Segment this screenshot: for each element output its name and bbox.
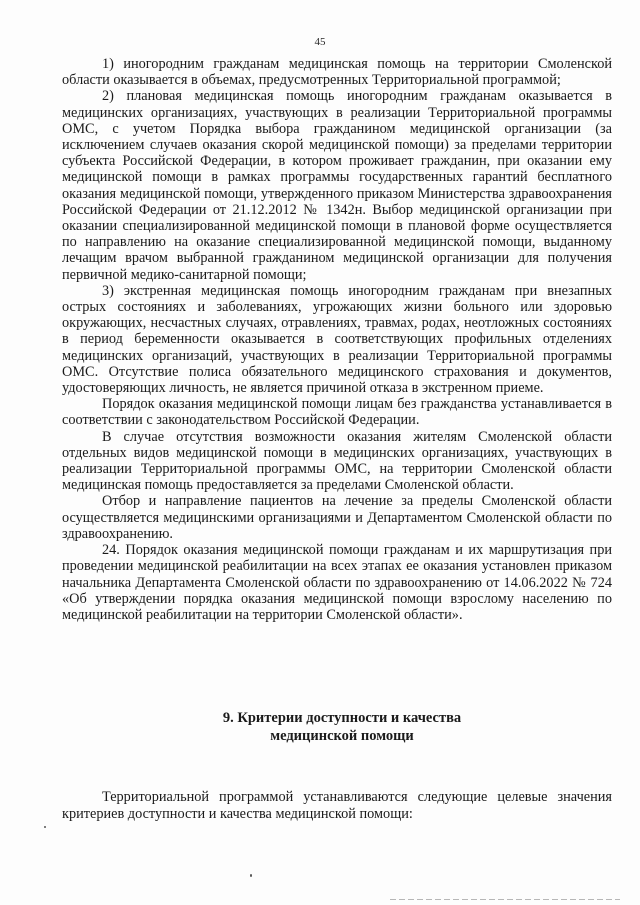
section-heading: [62, 709, 622, 745]
paragraph-item-1: 1) иногородним гражданам медицинская помощь на территории Смоленской области оказывается в объемах, предусмотренных Территориальной программой;: [62, 56, 612, 89]
paragraph-outside-region: В случае отсутствия возможности оказания жителям Смоленской области отдельных видов медицинской помощи в медицинских организациях, участвующих в реализации Территориальной программы ОМС, на территории Смоленской области медицинская помощь предоставляется за пределами Смоленской области.: [62, 428, 612, 494]
closing-text: [62, 789, 612, 823]
section-heading-line-2: медицинской помощи: [270, 728, 414, 744]
section-heading-line-1: 9. Критерии доступности и качества: [222, 710, 462, 726]
paragraph-item-3: 3) экстренная медицинская помощь иногородним гражданам при внезапных острых состояниях и заболеваниях, угрожающих жизни больного или здоровью окружающих, несчастных случаях, отравлениях, травмах, родах, неотложных состояниях в период беременности оказывается в соответствующих профильных отделениях медицинских организаций, участвующих в реализации Территориальной программы ОМС. Отсутствие полиса обязательного медицинского страхования и документов, удостоверяющих личность, не является причиной отказа в экстренном приеме.: [62, 282, 612, 397]
scan-speck: [44, 826, 46, 828]
body-text: [62, 56, 612, 623]
scan-speck: [250, 874, 252, 877]
paragraph-item-2: 2) плановая медицинская помощь иногородним гражданам оказывается в медицинских организациях, участвующих в реализации Территориальной программы ОМС, с учетом Порядка выбора гражданином медицинской организации (за исключением случаев оказания скорой медицинской помощи) за пределами территории субъекта Российской Федерации, в котором проживает гражданин, при оказании ему медицинской помощи в рамках программы государственных гарантий бесплатного оказания медицинской помощи, утвержденного приказом Министерства здравоохранения Российской Федерации от 21.12.2012 № 1342н. Выбор медицинской организации при оказании специализированной медицинской помощи в плановой форме осуществляется по направлению на оказание специализированной медицинской помощи, выданному лечащим врачом выбранной гражданином медицинской организации для получения первичной медико-санитарной помощи;: [62, 88, 612, 283]
closing-paragraph: Территориальной программой устанавливаются следующие целевые значения критериев доступности и качества медицинской помощи:: [62, 789, 612, 822]
paragraph-rehabilitation: 24. Порядок оказания медицинской помощи гражданам и их маршрутизация при проведении медицинской реабилитации на всех этапах ее оказания установлен приказом начальника Департамента Смоленской области по здравоохранению от 14.06.2022 № 724 «Об утверждении порядка оказания медицинской помощи взрослому населению по медицинской реабилитации на территории Смоленской области».: [62, 542, 612, 623]
paragraph-patient-selection: Отбор и направление пациентов на лечение за пределы Смоленской области осуществляется медицинскими организациями и Департаментом Смоленской области по здравоохранению.: [62, 493, 612, 542]
scan-artifact-line: [390, 899, 620, 900]
page-number: 45: [314, 36, 326, 48]
paragraph-statelessness: Порядок оказания медицинской помощи лицам без гражданства устанавливается в соответствии с законодательством Российской Федерации.: [62, 396, 612, 429]
